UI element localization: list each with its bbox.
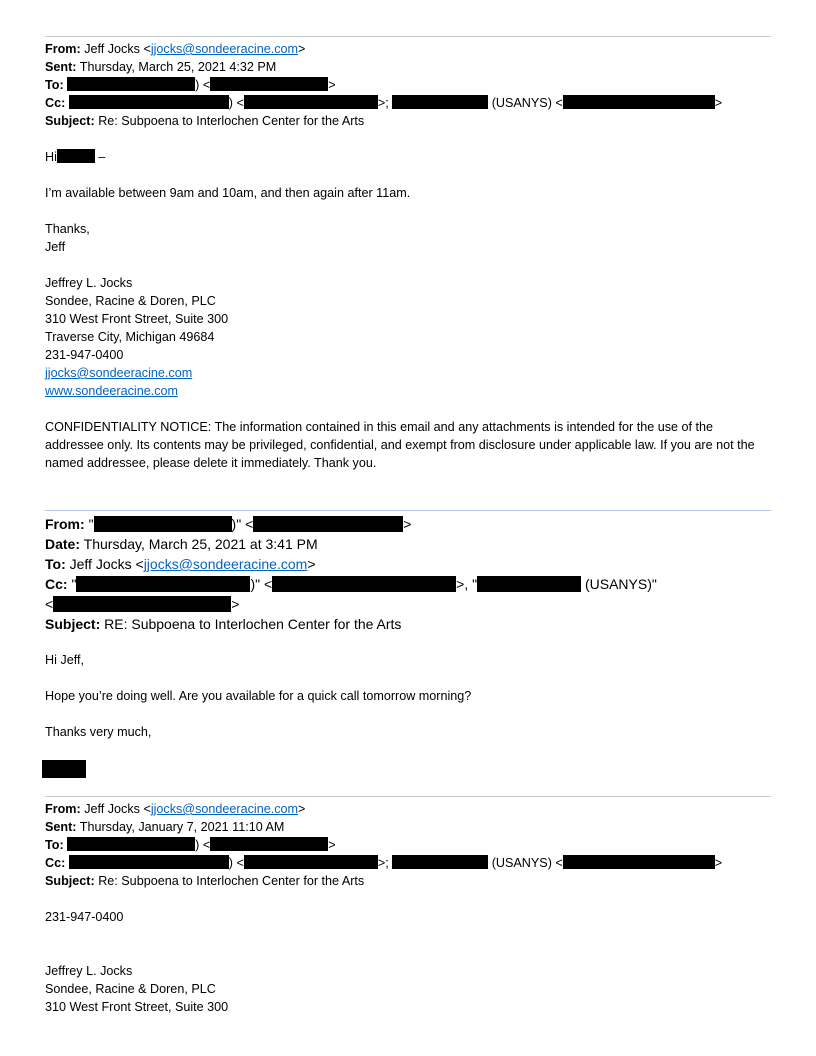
redaction-block <box>76 576 250 592</box>
subject-value: Re: Subpoena to Interlochen Center for the Arts <box>98 874 365 888</box>
confidentiality-notice: CONFIDENTIALITY NOTICE: The information contained in this email and any attachments is intended for the use of the addressee only. Its contents may be privileged, confidential, and exempt from disclosure under applicable law. If you are not the named addressee, please delete it immediately. Thank you. <box>45 420 755 470</box>
email2-body: Hope you’re doing well. Are you available for a quick call tomorrow morning? <box>45 689 472 703</box>
redaction-block <box>42 760 86 778</box>
email3-sig-street: 310 West Front Street, Suite 300 <box>45 1000 229 1014</box>
cc-label: Cc: <box>45 856 66 870</box>
angle-close: > <box>328 78 336 92</box>
to-label: To: <box>45 78 64 92</box>
subject-label: Subject: <box>45 616 101 632</box>
sig-firm: Sondee, Racine & Doren, PLC <box>45 294 216 308</box>
to-label: To: <box>45 838 64 852</box>
greeting-hi: Hi <box>45 150 57 164</box>
email1-greeting <box>45 148 105 166</box>
sent-label: Sent: <box>45 60 77 74</box>
redaction-block <box>563 855 715 869</box>
usanys-text: (USANYS) < <box>491 96 563 110</box>
subject-value: RE: Subpoena to Interlochen Center for the Arts <box>104 616 402 632</box>
email3-sent-line <box>45 818 284 836</box>
email1-from-line <box>45 40 305 58</box>
separator <box>45 796 771 797</box>
redaction-block <box>94 516 232 532</box>
sent-label: Sent: <box>45 820 77 834</box>
redaction-block <box>53 596 231 612</box>
redaction-block <box>244 855 378 869</box>
email1-to-line <box>45 76 336 94</box>
email2-cc-line <box>45 574 657 594</box>
greeting-dash: – <box>98 150 106 164</box>
from-email-link[interactable]: jjocks@sondeeracine.com <box>150 802 298 816</box>
redaction-block <box>272 576 456 592</box>
to-label: To: <box>45 556 66 572</box>
date-value: Thursday, March 25, 2021 at 3:41 PM <box>83 536 318 552</box>
redaction-block <box>392 855 488 869</box>
from-label: From: <box>45 516 85 532</box>
to-name: Jeff Jocks < <box>69 556 144 572</box>
email2-subject-line <box>45 614 401 634</box>
subject-value: Re: Subpoena to Interlochen Center for the Arts <box>98 114 365 128</box>
sig-city: Traverse City, Michigan 49684 <box>45 330 215 344</box>
email2-from-line <box>45 514 411 534</box>
email2-greeting: Hi Jeff, <box>45 653 84 667</box>
from-label: From: <box>45 802 81 816</box>
angle-close: > <box>298 802 306 816</box>
redaction-block <box>69 95 229 109</box>
email1-sent-line <box>45 58 276 76</box>
email1-signoff-name: Jeff <box>45 240 66 254</box>
email2-date-line <box>45 534 318 554</box>
sig-name: Jeffrey L. Jocks <box>45 276 133 290</box>
paren-open-angle: ) < <box>195 838 211 852</box>
email3-subject-line <box>45 872 364 890</box>
redaction-block <box>210 77 328 91</box>
sig-phone: 231-947-0400 <box>45 348 124 362</box>
email1-subject-line <box>45 112 364 130</box>
from-email-link[interactable]: jjocks@sondeeracine.com <box>150 42 298 56</box>
redaction-block <box>244 95 378 109</box>
sent-value: Thursday, March 25, 2021 4:32 PM <box>79 60 277 74</box>
date-label: Date: <box>45 536 81 552</box>
email1-cc-line <box>45 94 722 112</box>
email2-to-line <box>45 554 316 574</box>
angle-close: > <box>328 838 336 852</box>
angle-close: > <box>307 556 316 572</box>
sent-value: Thursday, January 7, 2021 11:10 AM <box>79 820 285 834</box>
email1-thanks: Thanks, <box>45 222 90 236</box>
quote: " <box>71 576 77 592</box>
from-name: Jeff Jocks < <box>84 42 151 56</box>
sig-street: 310 West Front Street, Suite 300 <box>45 312 229 326</box>
email3-from-line <box>45 800 305 818</box>
email1-body: I’m available between 9am and 10am, and then again after 11am. <box>45 186 411 200</box>
angle-comma-quote: >, " <box>456 576 478 592</box>
angle-close: > <box>298 42 306 56</box>
email3-sig-firm: Sondee, Racine & Doren, PLC <box>45 982 216 996</box>
angle-close: > <box>231 596 240 612</box>
redaction-block <box>253 516 403 532</box>
subject-label: Subject: <box>45 874 95 888</box>
angle-close: > <box>403 516 412 532</box>
cc-label: Cc: <box>45 96 66 110</box>
from-name: Jeff Jocks < <box>84 802 151 816</box>
cc-label: Cc: <box>45 576 68 592</box>
angle-open: < <box>45 596 54 612</box>
angle-close: > <box>714 96 723 110</box>
email3-phone: 231-947-0400 <box>45 910 124 924</box>
sig-email-link[interactable]: jjocks@sondeeracine.com <box>45 366 193 380</box>
sig-website-link[interactable]: www.sondeeracine.com <box>45 384 178 398</box>
angle-close: > <box>714 856 723 870</box>
redaction-block <box>57 149 95 163</box>
email3-to-line <box>45 836 336 854</box>
redaction-block <box>210 837 328 851</box>
quote-paren-angle: )" < <box>231 516 254 532</box>
paren-open-angle: ) < <box>195 78 211 92</box>
angle-semicolon: >; <box>377 856 389 870</box>
angle-semicolon: >; <box>377 96 389 110</box>
usanys-text: (USANYS)" <box>584 576 657 592</box>
redaction-block <box>563 95 715 109</box>
separator <box>45 36 771 37</box>
redaction-block <box>477 576 581 592</box>
subject-label: Subject: <box>45 114 95 128</box>
email3-cc-line <box>45 854 722 872</box>
redaction-block <box>67 837 195 851</box>
redaction-block <box>69 855 229 869</box>
paren-open-angle: ) < <box>228 856 244 870</box>
email2-thanks: Thanks very much, <box>45 725 152 739</box>
redaction-block <box>392 95 488 109</box>
redaction-block <box>67 77 195 91</box>
quote-paren-angle: )" < <box>250 576 273 592</box>
from-label: From: <box>45 42 81 56</box>
usanys-text: (USANYS) < <box>491 856 563 870</box>
email2-cc-line-continued <box>45 594 239 614</box>
to-email-link[interactable]: jjocks@sondeeracine.com <box>143 556 308 572</box>
email3-sig-name: Jeffrey L. Jocks <box>45 964 133 978</box>
paren-open-angle: ) < <box>228 96 244 110</box>
quote: " <box>88 516 94 532</box>
separator <box>45 510 771 511</box>
